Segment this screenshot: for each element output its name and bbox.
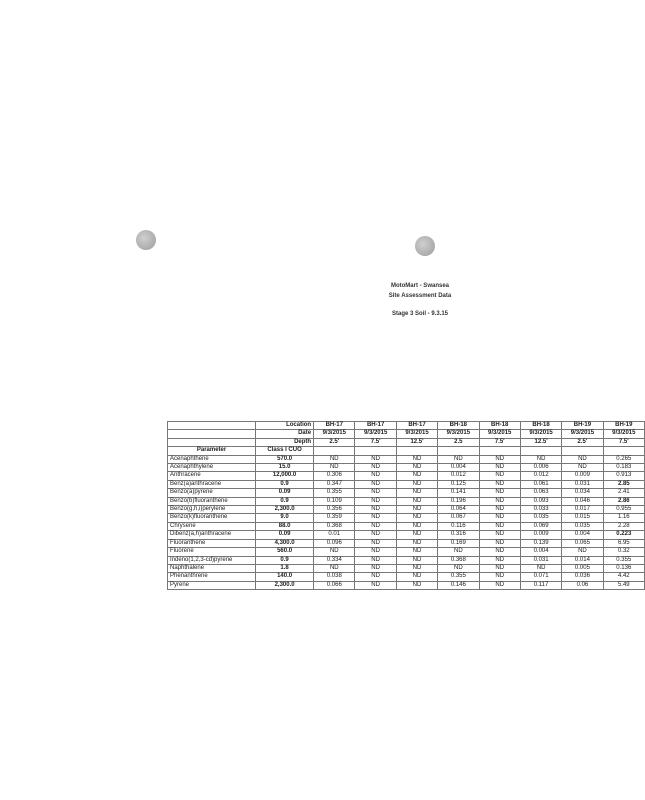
header-row-location (168, 422, 645, 430)
parameter-name: Benzo(a)pyrene (168, 489, 256, 497)
column-depth: 12.5' (520, 438, 561, 446)
header-blank-cell (396, 447, 437, 455)
document-title: MotoMart - Swansea (390, 283, 449, 289)
punch-hole (415, 236, 435, 256)
result-cell: ND (562, 455, 603, 463)
table-row (168, 506, 645, 514)
class-cuo-header: Class I CUO (256, 447, 314, 455)
table-row (168, 497, 645, 505)
header-blank-cell (168, 430, 256, 438)
result-cell: 0.359 (314, 514, 355, 522)
table-row (168, 564, 645, 572)
result-cell: 0.031 (562, 480, 603, 488)
result-cell: ND (479, 472, 520, 480)
result-cell: 2.85 (603, 480, 644, 488)
result-cell: ND (520, 564, 561, 572)
result-cell: 0.223 (603, 531, 644, 539)
result-cell: 0.009 (562, 472, 603, 480)
result-cell: ND (479, 464, 520, 472)
result-cell: ND (479, 489, 520, 497)
result-cell: ND (396, 514, 437, 522)
punch-hole (136, 230, 156, 250)
result-cell: 0.066 (314, 581, 355, 589)
result-cell: 0.265 (603, 455, 644, 463)
parameter-name: Benz(a)anthracene (168, 480, 256, 488)
result-cell: 0.061 (520, 480, 561, 488)
result-cell: ND (479, 506, 520, 514)
result-cell: 2.28 (603, 522, 644, 530)
result-cell: 0.316 (438, 531, 479, 539)
result-cell: 0.355 (603, 556, 644, 564)
result-cell: ND (479, 531, 520, 539)
result-cell: ND (314, 564, 355, 572)
result-cell: ND (396, 455, 437, 463)
column-location: BH-18 (479, 422, 520, 430)
result-cell: ND (355, 506, 396, 514)
header-blank-cell (438, 447, 479, 455)
result-cell: 1.16 (603, 514, 644, 522)
result-cell: 0.01 (314, 531, 355, 539)
class-cuo-value: 2,300.0 (256, 581, 314, 589)
result-cell: ND (396, 472, 437, 480)
result-cell: 0.169 (438, 539, 479, 547)
result-cell: 0.096 (314, 539, 355, 547)
parameter-name: Fluorene (168, 548, 256, 556)
column-location: BH-19 (603, 422, 644, 430)
result-cell: 0.913 (603, 472, 644, 480)
result-cell: ND (355, 480, 396, 488)
result-cell: 0.017 (562, 506, 603, 514)
result-cell: ND (355, 573, 396, 581)
table-row (168, 514, 645, 522)
class-cuo-value: 4,300.0 (256, 539, 314, 547)
class-cuo-value: 88.0 (256, 522, 314, 530)
class-cuo-value: 0.09 (256, 489, 314, 497)
data-table-container (167, 421, 636, 611)
result-cell: ND (479, 548, 520, 556)
result-cell: 0.038 (314, 573, 355, 581)
column-location: BH-17 (314, 422, 355, 430)
result-cell: ND (355, 464, 396, 472)
header-blank-cell (562, 447, 603, 455)
column-date: 9/3/2015 (562, 430, 603, 438)
result-cell: 0.009 (520, 531, 561, 539)
table-row (168, 581, 645, 589)
parameter-name: Benzo(g,h,i)perylene (168, 506, 256, 514)
result-cell: 2.86 (603, 497, 644, 505)
result-cell: 0.034 (562, 489, 603, 497)
header-blank-cell (168, 422, 256, 430)
class-cuo-value: 560.0 (256, 548, 314, 556)
result-cell: ND (396, 480, 437, 488)
result-cell: 0.064 (438, 506, 479, 514)
result-cell: 2.41 (603, 489, 644, 497)
result-cell: 0.109 (314, 497, 355, 505)
result-cell: 0.036 (562, 573, 603, 581)
result-cell: ND (355, 548, 396, 556)
result-cell: ND (355, 522, 396, 530)
class-cuo-value: 0.9 (256, 497, 314, 505)
header-blank-cell (314, 447, 355, 455)
result-cell: ND (314, 464, 355, 472)
table-row (168, 573, 645, 581)
class-cuo-value: 2,300.0 (256, 506, 314, 514)
result-cell: 0.035 (520, 514, 561, 522)
document-stage: Stage 3 Soil - 9.3.15 (391, 311, 449, 317)
result-cell: 0.012 (520, 472, 561, 480)
parameter-name: Naphthalene (168, 564, 256, 572)
result-cell: ND (520, 455, 561, 463)
column-depth: 7.5' (479, 438, 520, 446)
parameter-name: Pyrene (168, 581, 256, 589)
parameter-name: Indeno(1,2,3-cd)pyrene (168, 556, 256, 564)
column-date: 9/3/2015 (314, 430, 355, 438)
column-location: BH-18 (520, 422, 561, 430)
result-cell: 0.355 (314, 489, 355, 497)
result-cell: ND (355, 472, 396, 480)
table-row (168, 480, 645, 488)
result-cell: 0.004 (520, 548, 561, 556)
result-cell: 6.95 (603, 539, 644, 547)
header-date-label: Date (256, 430, 314, 438)
table-row (168, 464, 645, 472)
parameter-name: Acenaphthylene (168, 464, 256, 472)
header-blank-cell (479, 447, 520, 455)
result-cell: 0.004 (438, 464, 479, 472)
class-cuo-value: 12,000.0 (256, 472, 314, 480)
class-cuo-value: 1.8 (256, 564, 314, 572)
result-cell: 0.183 (603, 464, 644, 472)
result-cell: 0.004 (562, 531, 603, 539)
result-cell: 0.015 (562, 514, 603, 522)
parameter-name: Acenaphthene (168, 455, 256, 463)
class-cuo-value: 140.0 (256, 573, 314, 581)
column-date: 9/3/2015 (355, 430, 396, 438)
result-cell: ND (396, 548, 437, 556)
result-cell: ND (479, 522, 520, 530)
column-date: 9/3/2015 (438, 430, 479, 438)
class-cuo-value: 9.0 (256, 514, 314, 522)
result-cell: ND (396, 506, 437, 514)
table-row (168, 548, 645, 556)
result-cell: ND (355, 539, 396, 547)
class-cuo-value: 570.0 (256, 455, 314, 463)
result-cell: ND (314, 548, 355, 556)
result-cell: ND (479, 497, 520, 505)
result-cell: 0.069 (520, 522, 561, 530)
result-cell: ND (479, 514, 520, 522)
table-row (168, 531, 645, 539)
result-cell: ND (396, 522, 437, 530)
parameter-header: Parameter (168, 447, 256, 455)
result-cell: ND (479, 539, 520, 547)
result-cell: 4.42 (603, 573, 644, 581)
result-cell: ND (562, 548, 603, 556)
column-date: 9/3/2015 (396, 430, 437, 438)
result-cell: ND (396, 489, 437, 497)
result-cell: 0.046 (562, 497, 603, 505)
parameter-name: Fluoranthene (168, 539, 256, 547)
result-cell: 0.014 (562, 556, 603, 564)
header-blank-cell (520, 447, 561, 455)
column-location: BH-19 (562, 422, 603, 430)
result-cell: ND (479, 564, 520, 572)
result-cell: 0.141 (438, 489, 479, 497)
table-row (168, 455, 645, 463)
table-row (168, 472, 645, 480)
result-cell: ND (355, 514, 396, 522)
result-cell: ND (479, 581, 520, 589)
result-cell: ND (396, 564, 437, 572)
column-depth: 7.5' (603, 438, 644, 446)
result-cell: 0.196 (438, 497, 479, 505)
result-cell: 0.32 (603, 548, 644, 556)
result-cell: ND (562, 464, 603, 472)
column-date: 9/3/2015 (520, 430, 561, 438)
class-cuo-value: 15.0 (256, 464, 314, 472)
result-cell: ND (479, 480, 520, 488)
result-cell: 0.033 (520, 506, 561, 514)
result-cell: 0.035 (562, 522, 603, 530)
column-location: BH-18 (438, 422, 479, 430)
result-cell: 0.065 (562, 539, 603, 547)
result-cell: 0.117 (520, 581, 561, 589)
column-depth: 2.5' (314, 438, 355, 446)
result-cell: ND (396, 573, 437, 581)
result-cell: 0.093 (520, 497, 561, 505)
result-cell: ND (355, 489, 396, 497)
table-row (168, 489, 645, 497)
parameter-name: Phenanthrene (168, 573, 256, 581)
class-cuo-value: 0.9 (256, 480, 314, 488)
result-cell: 0.012 (438, 472, 479, 480)
class-cuo-value: 0.09 (256, 531, 314, 539)
result-cell: 0.136 (603, 564, 644, 572)
result-cell: 0.368 (438, 556, 479, 564)
parameter-name: Anthracene (168, 472, 256, 480)
result-cell: ND (355, 497, 396, 505)
result-cell: ND (479, 455, 520, 463)
result-cell: 0.005 (562, 564, 603, 572)
result-cell: 0.06 (562, 581, 603, 589)
result-cell: 0.139 (520, 539, 561, 547)
result-cell: 0.334 (314, 556, 355, 564)
header-location-label: Location (256, 422, 314, 430)
column-depth: 7.5' (355, 438, 396, 446)
parameter-name: Benzo(k)fluoranthene (168, 514, 256, 522)
result-cell: ND (355, 581, 396, 589)
column-date: 9/3/2015 (603, 430, 644, 438)
parameter-name: Chrysene (168, 522, 256, 530)
header-row-depth (168, 438, 645, 446)
result-cell: 0.146 (438, 581, 479, 589)
result-cell: ND (355, 556, 396, 564)
result-cell: 0.125 (438, 480, 479, 488)
column-location: BH-17 (396, 422, 437, 430)
result-cell: ND (396, 497, 437, 505)
result-cell: ND (438, 548, 479, 556)
header-row-parameter (168, 447, 645, 455)
result-cell: ND (438, 455, 479, 463)
table-row (168, 522, 645, 530)
result-cell: 0.355 (438, 573, 479, 581)
column-date: 9/3/2015 (479, 430, 520, 438)
result-cell: ND (438, 564, 479, 572)
table-row (168, 556, 645, 564)
header-blank-cell (168, 438, 256, 446)
result-cell: 5.49 (603, 581, 644, 589)
header-blank-cell (355, 447, 396, 455)
soil-data-table (167, 421, 645, 590)
column-depth: 2.5 (438, 438, 479, 446)
result-cell: ND (396, 531, 437, 539)
result-cell: 0.063 (520, 489, 561, 497)
column-depth: 12.5' (396, 438, 437, 446)
result-cell: 0.955 (603, 506, 644, 514)
result-cell: ND (355, 564, 396, 572)
column-location: BH-17 (355, 422, 396, 430)
parameter-name: Benzo(b)fluoranthene (168, 497, 256, 505)
result-cell: ND (314, 455, 355, 463)
header-blank-cell (603, 447, 644, 455)
column-depth: 2.5' (562, 438, 603, 446)
result-cell: 0.067 (438, 514, 479, 522)
header-depth-label: Depth (256, 438, 314, 446)
result-cell: 0.031 (520, 556, 561, 564)
result-cell: 0.347 (314, 480, 355, 488)
result-cell: ND (396, 556, 437, 564)
result-cell: ND (355, 455, 396, 463)
result-cell: ND (479, 573, 520, 581)
document-subtitle: Site Assessment Data (388, 293, 452, 299)
result-cell: ND (396, 539, 437, 547)
result-cell: 0.071 (520, 573, 561, 581)
result-cell: ND (479, 556, 520, 564)
result-cell: 0.368 (314, 522, 355, 530)
result-cell: 0.306 (314, 472, 355, 480)
parameter-name: Dibenz(a,h)anthracene (168, 531, 256, 539)
result-cell: ND (396, 464, 437, 472)
result-cell: ND (355, 531, 396, 539)
result-cell: 0.116 (438, 522, 479, 530)
table-row (168, 539, 645, 547)
result-cell: 0.356 (314, 506, 355, 514)
result-cell: 0.006 (520, 464, 561, 472)
header-row-date (168, 430, 645, 438)
result-cell: ND (396, 581, 437, 589)
class-cuo-value: 0.9 (256, 556, 314, 564)
